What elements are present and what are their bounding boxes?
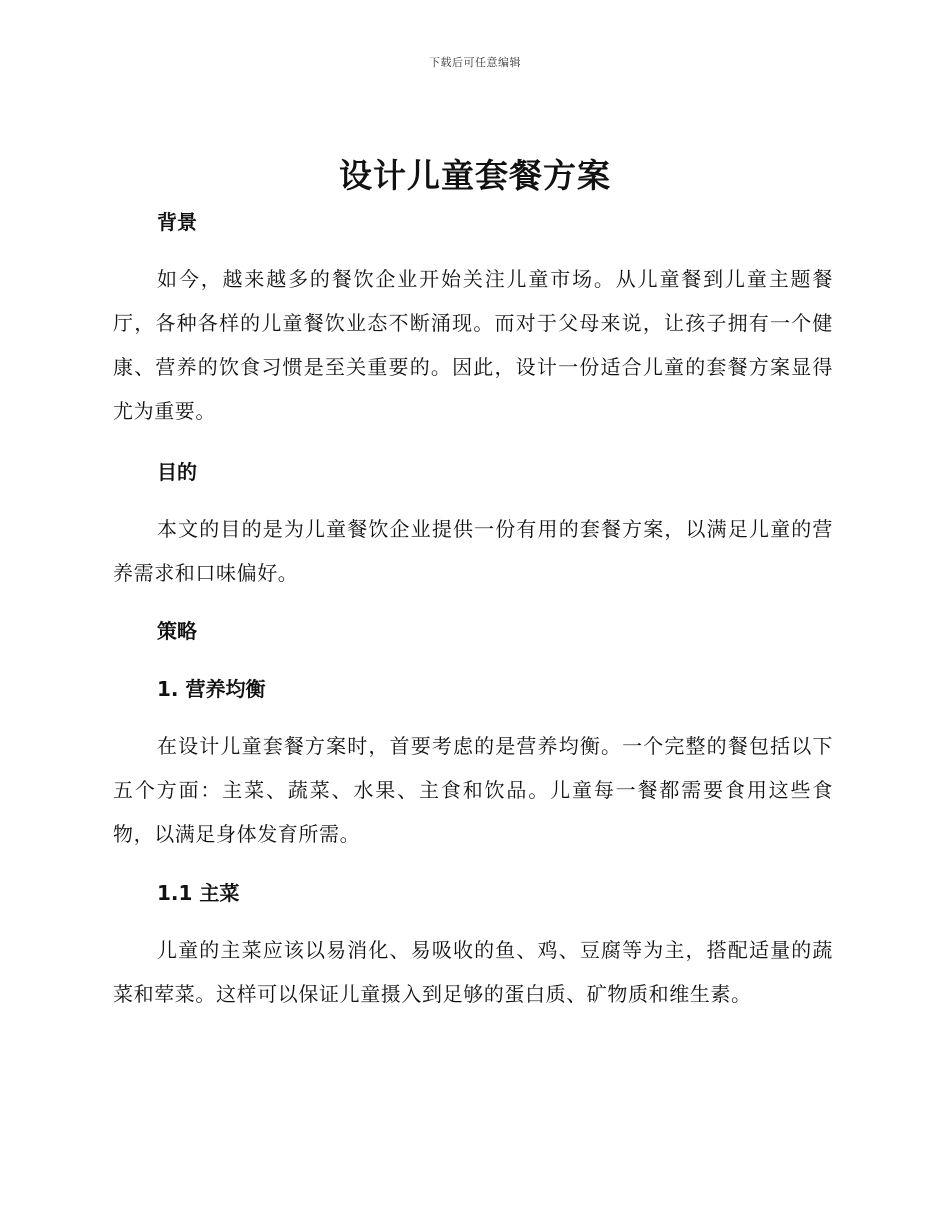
heading-main-dish: 1.1 主菜: [157, 881, 240, 905]
paragraph-background: 如今，越来越多的餐饮企业开始关注儿童市场。从儿童餐到儿童主题餐厅，各种各样的儿童餐饮业态不断涌现。而对于父母来说，让孩子拥有一个健康、营养的饮食习惯是至关重要的。因此，设计一份适合儿童的套餐方案显得尤为重要。: [113, 267, 833, 423]
paragraph-nutrition-balance: 在设计儿童套餐方案时，首要考虑的是营养均衡。一个完整的餐包括以下五个方面：主菜、蔬菜、水果、主食和饮品。儿童每一餐都需要食用这些食物，以满足身体发育所需。: [113, 734, 833, 846]
heading-nutrition-balance: 1. 营养均衡: [157, 677, 266, 701]
heading-purpose: 目的: [157, 460, 197, 484]
heading-background: 背景: [157, 210, 197, 234]
paragraph-main-dish: 儿童的主菜应该以易消化、易吸收的鱼、鸡、豆腐等为主，搭配适量的蔬菜和荤菜。这样可以保证儿童摄入到足够的蛋白质、矿物质和维生素。: [113, 938, 833, 1006]
heading-strategy: 策略: [157, 619, 197, 643]
paragraph-purpose: 本文的目的是为儿童餐饮企业提供一份有用的套餐方案，以满足儿童的营养需求和口味偏好。: [113, 517, 833, 585]
document-title: 设计儿童套餐方案: [339, 156, 611, 195]
header-note: 下载后可任意编辑: [429, 56, 521, 69]
